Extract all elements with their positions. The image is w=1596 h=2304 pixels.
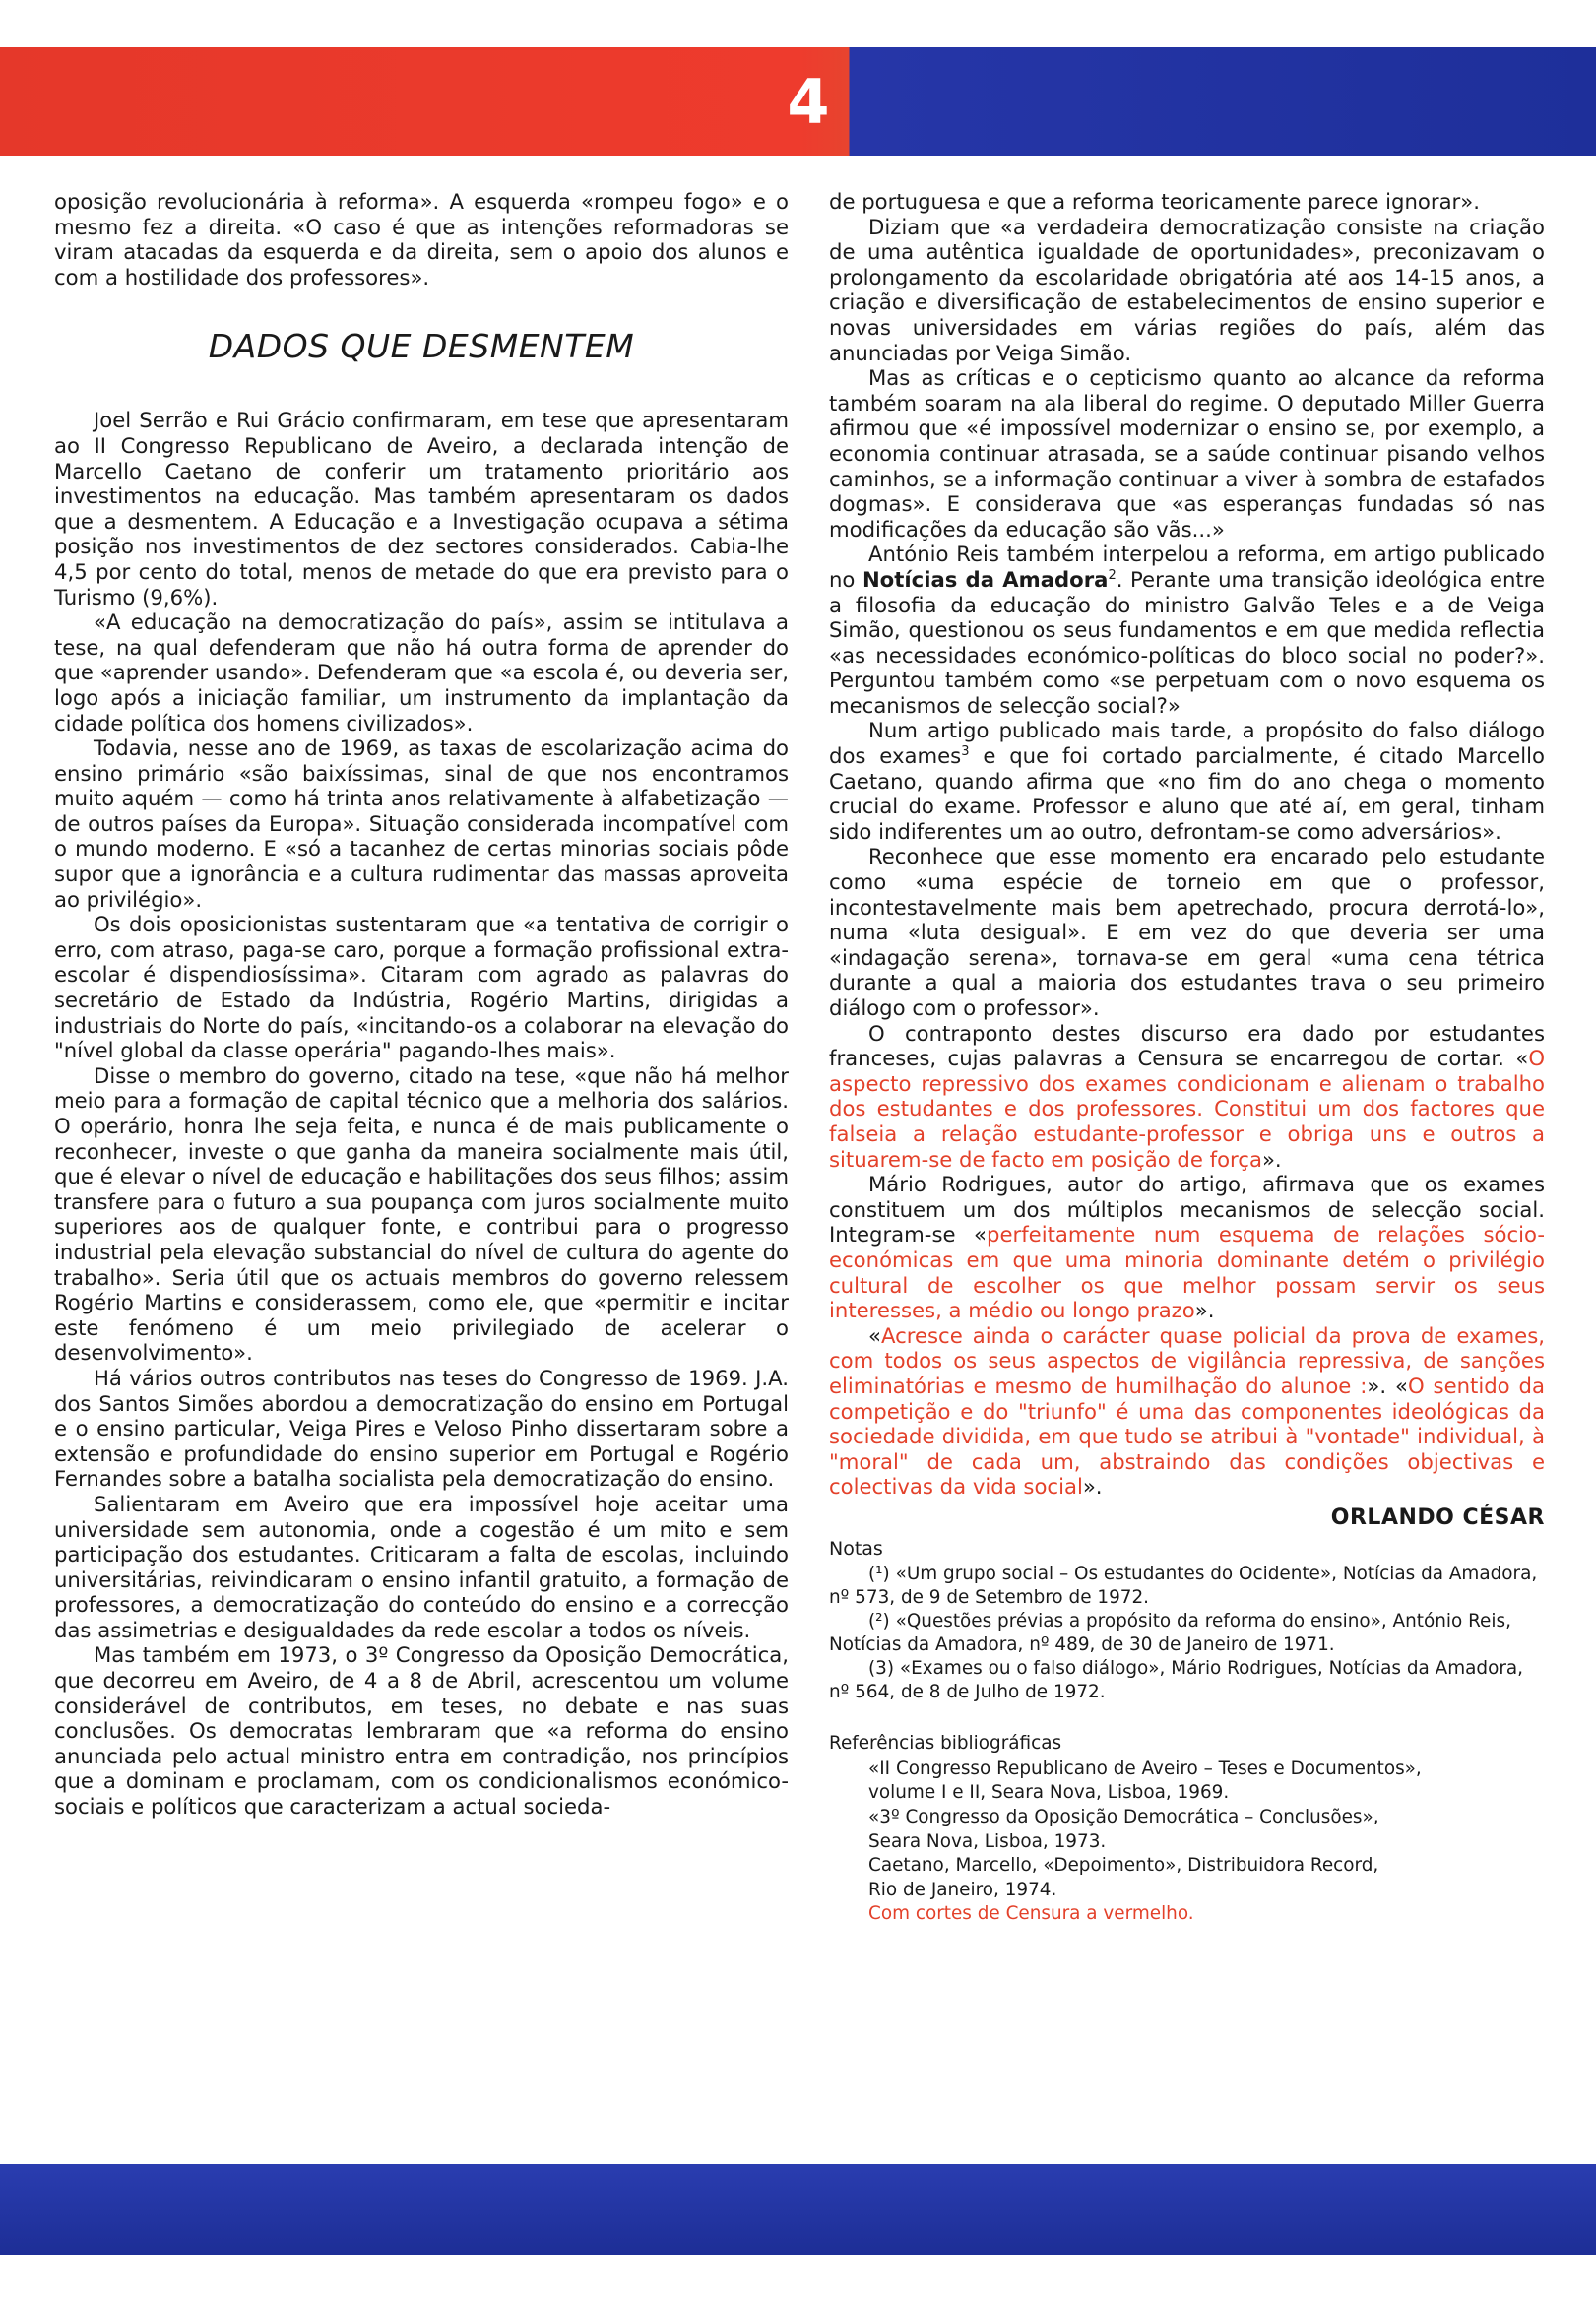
section-heading: DADOS QUE DESMENTEM	[208, 327, 635, 366]
paragraph: Joel Serrão e Rui Grácio confirmaram, em tese que apresentaram ao II Congresso Republicano de Aveiro, a declarada intenção de Marcello Caetano de conferir um tratamento prioritário aos investimentos na educação. Mas também apresentaram os dados que a desmentem. A Educação e a Investigação ocupava a sétima posição nos investimentos de dez sectores considerados. Cabia-lhe 4,5 por cento do total, menos de metade do que era previsto para o Turismo (9,6%).	[54, 408, 789, 609]
text-span: Mário Rodrigues, autor do artigo, afirmava que os exames constituem um dos múltiplos mecanismos de selecção social. Integram-se «	[829, 1172, 1545, 1248]
text-span: ». «	[1367, 1373, 1408, 1398]
censored-text: O sentido da competição e do "triunfo" é uma das componentes ideológicas da sociedade dividida, em que tudo se atribui à "vontade" individual, à "moral" de cada um, abstraindo das condições objectivas e colectivas da vida social	[829, 1373, 1545, 1500]
text-span: «	[868, 1322, 881, 1348]
text-span: ».	[1261, 1146, 1282, 1172]
footnote-ref: 2	[1108, 567, 1117, 583]
left-column	[54, 189, 789, 1820]
author-byline: ORLANDO CÉSAR	[1330, 1504, 1545, 1530]
paragraph	[829, 1021, 1545, 1173]
references-title: Referências bibliográficas	[829, 1732, 1062, 1754]
paragraph: Reconhece que esse momento era encarado pelo estudante como «uma espécie de torneio em que o professor, incontestavelmente mais bem apetrechado, procura derrotá-lo», numa «luta desigual». E em vez do que deveria ser uma «indagação serena», tornava-se em geral «uma cena tétrica durante a qual a maioria dos estudantes trava o seu primeiro diálogo com o professor».	[829, 844, 1545, 1020]
paragraph	[829, 542, 1545, 718]
notes-title: Notas	[829, 1537, 883, 1560]
paragraph: oposição revolucionária à reforma». A esquerda «rompeu fogo» e o mesmo fez a direita. «O caso é que as intenções reformadoras se viram atacadas da esquerda e da direita, sem o apoio dos alunos e com a hostilidade dos professores».	[54, 189, 789, 289]
reference-line: Seara Nova, Lisboa, 1973.	[868, 1830, 1107, 1852]
paragraph: Os dois oposicionistas sustentaram que «a tentativa de corrigir o erro, com atraso, paga-se caro, porque a formação profissional extra-escolar é dispendiosíssima». Citaram com agrado as palavras do secretário de Estado da Indústria, Rogério Martins, dirigidas a industriais do Norte do país, «incitando-os a colaborar na elevação do "nível global da classe operária" pagando-lhes mais».	[54, 912, 789, 1063]
reference-line: «3º Congresso da Oposição Democrática – Conclusões»,	[868, 1807, 1379, 1828]
footnote-ref: 3	[961, 744, 970, 759]
reference-line: Rio de Janeiro, 1974.	[868, 1879, 1057, 1900]
note-item: (3) «Exames ou o falso diálogo», Mário Rodrigues, Notícias da Amadora, nº 564, de 8 de Julho de 1972.	[829, 1657, 1524, 1702]
censored-text: Acresce ainda o carácter quase policial da prova de exames, com todos os seus aspectos de vigilância repressiva, de sanções eliminatórias e mesmo de humilhação do alunoe :	[829, 1322, 1545, 1398]
paragraph: Disse o membro do governo, citado na tese, «que não há melhor meio para a formação de capital técnico que a melhoria dos salários. O operário, honra lhe seja feita, e nunca é de mais publicamente o reconhecer, investe o que ganha da maneira socialmente mais útil, que é elevar o nível de educação e habilitações dos seus filhos; assim transfere para o futuro a sua poupança com juros socialmente muito superiores aos de qualquer fonte, e contribui para o progresso industrial pela elevação substancial do nível de cultura do agente do trabalho». Seria útil que os actuais membros do governo relessem Rogério Martins e considerassem, como ele, que «permitir e incitar este fenómeno é um meio privilegiado de acelerar o desenvolvimento».	[54, 1062, 789, 1366]
text-span: ».	[1194, 1298, 1215, 1323]
text-span: O contraponto destes discurso era dado por estudantes franceses, cujas palavras a Censura se encarregou de cortar. «	[829, 1020, 1545, 1071]
paragraph: Diziam que «a verdadeira democratização consiste na criação de uma autêntica igualdade de oportunidades», preconizavam o prolongamento da escolaridade obrigatória até aos 14-15 anos, a criação e diversificação de estabelecimentos de ensino superior e novas universidades em várias regiões do país, além das anunciadas por Veiga Simão.	[829, 214, 1545, 365]
reference-line: volume I e II, Seara Nova, Lisboa, 1969.	[868, 1782, 1230, 1804]
page-number: 4	[787, 65, 830, 138]
note-item: (²) «Questões prévias a propósito da reforma do ensino», António Reis, Notícias da Amadora, nº 489, de 30 de Janeiro de 1971.	[829, 1610, 1511, 1655]
note-item: (¹) «Um grupo social – Os estudantes do Ocidente», Notícias da Amadora, nº 573, de 9 de Setembro de 1972.	[829, 1563, 1538, 1608]
text-span: e que foi cortado parcialmente, é citado Marcello Caetano, quando afirma que «no fim do ano chega o momento crucial do exame. Professor e aluno que até aí, em geral, tinham sido indiferentes um ao outro, defrontam-se como adversários».	[829, 743, 1545, 844]
text-span: . Perante uma transição ideológica entre a filosofia da educação do ministro Galvão Teles e a de Veiga Simão, questionou os seus fundamentos e em que medida reflectia «as necessidades económico-políticas do bloco social no poder?». Perguntou também como «se perpetuam com o novo esquema os mecanismos de selecção social?»	[829, 566, 1545, 718]
paragraph: «A educação na democratização do país», assim se intitulava a tese, na qual defenderam que não há outra forma de aprender do que «aprender usando». Defenderam que «a escola é, ou deveria ser, logo após a iniciação familiar, um instrumento da implantação da cidade política dos homens civilizados».	[54, 609, 789, 736]
paragraph: Há vários outros contributos nas teses do Congresso de 1969. J.A. dos Santos Simões abordou a democratização do ensino em Portugal e o ensino particular, Veiga Pires e Veloso Pinho dissertaram sobre a extensão e profundidade do ensino superior em Portugal e Rogério Fernandes sobre a batalha socialista pela democratização do ensino.	[54, 1365, 789, 1492]
paragraph: de portuguesa e que a reforma teoricamente parece ignorar».	[829, 189, 1480, 214]
reference-line: «II Congresso Republicano de Aveiro – Teses e Documentos»,	[868, 1758, 1422, 1779]
footer-band	[0, 2164, 1596, 2255]
reference-line: Caetano, Marcello, «Depoimento», Distribuidora Record,	[868, 1855, 1379, 1877]
censorship-note: Com cortes de Censura a vermelho.	[868, 1903, 1194, 1925]
paragraph: Todavia, nesse ano de 1969, as taxas de escolarização acima do ensino primário «são baixíssimas, sinal de que nos encontramos muito aquém — como há trinta anos relativamente à alfabetização — de outros países da Europa». Situação considerada incompatível com o mundo moderno. E «só a tacanhez de certas minorias sociais pôde supor que a ignorância e a cultura rudimentar das massas aproveita ao privilégio».	[54, 736, 789, 912]
paragraph	[829, 1323, 1545, 1500]
right-column	[829, 189, 1545, 1926]
censored-text: perfeitamente num esquema de relações sócio-económicas em que uma minoria dominante detém o privilégio cultural de escolher os que melhor possam servir os seus interesses, a médio ou longo prazo	[829, 1222, 1545, 1323]
paragraph: Mas também em 1973, o 3º Congresso da Oposição Democrática, que decorreu em Aveiro, de 4 a 8 de Abril, acrescentou um volume considerável de contributos, em teses, no debate e nas suas conclusões. Os democratas lembraram que «a reforma do ensino anunciada pelo actual ministro entra em contradição, nos princípios que a dominam e proclamam, com os condicionalismos económico-sociais e políticos que caracterizam a actual socieda-	[54, 1642, 789, 1820]
paragraph: Mas as críticas e o cepticismo quanto ao alcance da reforma também soaram na ala liberal do regime. O deputado Miller Guerra afirmou que «é impossível modernizar o ensino se, por exemplo, a economia continuar atrasada, se a saúde continuar pisando velhos caminhos, se a informação continuar a viver à sombra de estafados dogmas». E considerava que «as esperanças fundadas só nas modificações da educação são vãs...»	[829, 365, 1545, 542]
text-span: ».	[1082, 1474, 1103, 1500]
publication-name: Notícias da Amadora	[862, 566, 1109, 592]
text-span: Num artigo publicado mais tarde, a propósito do falso diálogo dos exames	[829, 718, 1545, 769]
text-span: António Reis também interpelou a reforma, em artigo publicado no	[829, 542, 1545, 592]
censored-text: O aspecto repressivo dos exames condicionam e alienam o trabalho dos estudantes e dos professores. Constitui um dos factores que falseia a relação estudante-professor e obriga uns e outros a situarem-se de facto em posição de força	[829, 1046, 1545, 1172]
paragraph	[829, 718, 1545, 844]
paragraph: Salientaram em Aveiro que era impossível hoje aceitar uma universidade sem autonomia, onde a cogestão é um mito e sem participação dos estudantes. Criticaram a falta de escolas, incluindo universitárias, reivindicaram o ensino infantil gratuito, a formação de professores, a democratização do conteúdo do ensino e a correcção das assimetrias e desigualdades da rede escolar a todos os níveis.	[54, 1491, 789, 1642]
paragraph	[829, 1172, 1545, 1323]
